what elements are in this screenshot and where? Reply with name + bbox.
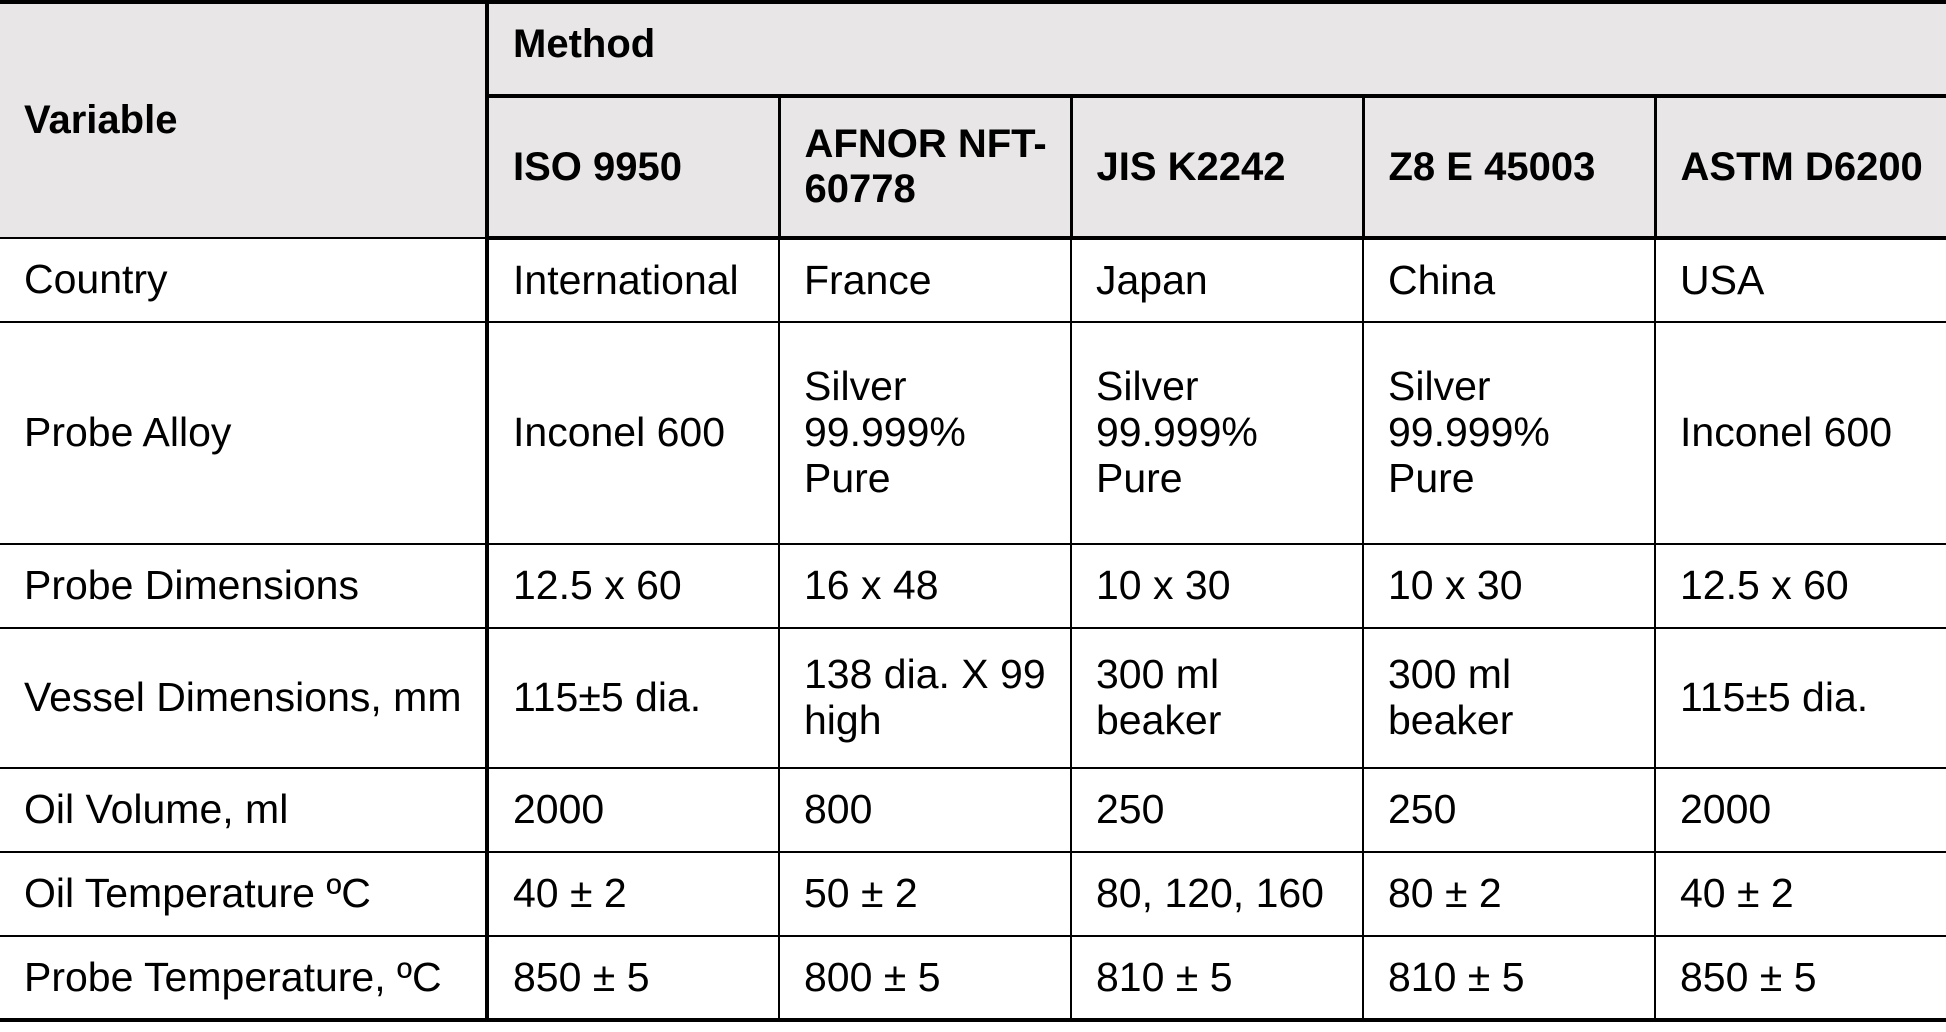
table-cell: 12.5 x 60 (487, 544, 779, 628)
table-cell: 138 dia. X 99 high (779, 628, 1071, 768)
header-row-method (0, 2, 1946, 96)
standard-header-afnor: AFNOR NFT-60778 (779, 96, 1071, 238)
table-cell: 800 ± 5 (779, 936, 1071, 1020)
table-cell: 115±5 dia. (487, 628, 779, 768)
table-cell: 250 (1071, 768, 1363, 852)
table-cell: 40 ± 2 (1655, 852, 1946, 936)
table-cell: Inconel 600 (1655, 322, 1946, 544)
table-cell: 800 (779, 768, 1071, 852)
table-cell: 40 ± 2 (487, 852, 779, 936)
method-group-header: Method (487, 2, 1946, 96)
table-cell: 250 (1363, 768, 1655, 852)
table-cell: 115±5 dia. (1655, 628, 1946, 768)
standard-header-jis: JIS K2242 (1071, 96, 1363, 238)
table-cell: 12.5 x 60 (1655, 544, 1946, 628)
table-cell: 850 ± 5 (1655, 936, 1946, 1020)
table-cell: 80 ± 2 (1363, 852, 1655, 936)
table-cell: 10 x 30 (1363, 544, 1655, 628)
table-cell: 80, 120, 160 (1071, 852, 1363, 936)
row-label-oil-temperature: Oil Temperature ºC (0, 852, 487, 936)
table-row (0, 238, 1946, 322)
table-cell: Japan (1071, 238, 1363, 322)
table-row (0, 768, 1946, 852)
table-cell: 2000 (1655, 768, 1946, 852)
table-cell: Silver 99.999% Pure (1363, 322, 1655, 544)
table-row (0, 628, 1946, 768)
table-row (0, 322, 1946, 544)
table-cell: 810 ± 5 (1363, 936, 1655, 1020)
table-cell: Inconel 600 (487, 322, 779, 544)
table-cell: 2000 (487, 768, 779, 852)
table-cell: France (779, 238, 1071, 322)
table-body (0, 238, 1946, 1020)
table-row (0, 544, 1946, 628)
table-cell: Silver 99.999% Pure (1071, 322, 1363, 544)
row-label-oil-volume: Oil Volume, ml (0, 768, 487, 852)
standard-header-iso: ISO 9950 (487, 96, 779, 238)
row-label-country: Country (0, 238, 487, 322)
table-cell: 300 ml beaker (1071, 628, 1363, 768)
table-cell: 810 ± 5 (1071, 936, 1363, 1020)
table-cell: USA (1655, 238, 1946, 322)
table-row (0, 936, 1946, 1020)
table-cell: International (487, 238, 779, 322)
row-label-vessel-dimensions: Vessel Dimensions, mm (0, 628, 487, 768)
table-cell: 850 ± 5 (487, 936, 779, 1020)
variable-column-header: Variable (0, 2, 487, 238)
row-label-probe-alloy: Probe Alloy (0, 322, 487, 544)
standard-header-z8: Z8 E 45003 (1363, 96, 1655, 238)
table-cell: 300 ml beaker (1363, 628, 1655, 768)
table-cell: 50 ± 2 (779, 852, 1071, 936)
table-cell: 10 x 30 (1071, 544, 1363, 628)
table-row (0, 852, 1946, 936)
standard-header-astm: ASTM D6200 (1655, 96, 1946, 238)
table-cell: China (1363, 238, 1655, 322)
table-cell: Silver 99.999% Pure (779, 322, 1071, 544)
table-cell: 16 x 48 (779, 544, 1071, 628)
table-header (0, 2, 1946, 238)
row-label-probe-dimensions: Probe Dimensions (0, 544, 487, 628)
row-label-probe-temperature: Probe Temperature, ºC (0, 936, 487, 1020)
